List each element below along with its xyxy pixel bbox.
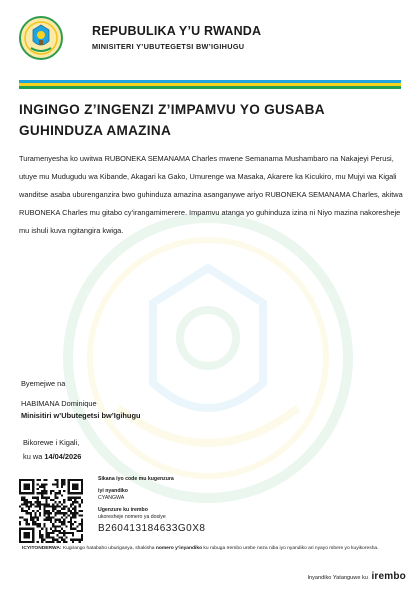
- notice-text-after: ku rubuga Irembo urebe neza niba iyo nyandiko ari nyayo mbere yo kuyikoresha.: [203, 546, 379, 551]
- coat-of-arms-icon: [19, 16, 63, 60]
- scan-label: Sikana iyo code mu kugenzura: [98, 476, 174, 482]
- document-title: INGINGO Z’INGENZI Z’IMPAMVU YO GUSABA GUHINDUZA AMAZINA: [19, 102, 325, 138]
- coat-of-arms-watermark-icon: [58, 208, 358, 508]
- number-label: ukoresheje nomero ya dosiye: [98, 514, 166, 520]
- country-name: REPUBULIKA Y’U RWANDA: [92, 24, 262, 38]
- flag-color-bars: [19, 80, 401, 89]
- issue-info: [23, 436, 81, 464]
- notice-emphasis: nomero y’inyandiko: [155, 546, 203, 551]
- document-body: Turamenyesha ko uwitwa RUBONEKA SEMANAMA Charles mwene Semanama Mushambaro na Nakajeyi Perusi, utuye mu Mudugudu wa Kibande, Akagari ka Gako, Umurenge wa Masaka, Akarere ka Kicukiro, mu Mujyi wa Kigali wanditse asaba uburenganzira bwo guhinduza amazina asanganywe ariyo RUBONEKA SEMANAMA Charles, akitwa RUBONEKA Charles mu gitabo cy’irangamimerere. Impamvu atanga yo guhinduza izina ni Niyo mazina nakoresheje mu ishuli kuva ngitangira kwiga.: [19, 154, 403, 235]
- verification-qr-code-icon[interactable]: [19, 479, 83, 543]
- notice: [22, 545, 402, 553]
- verification-block: [98, 476, 398, 534]
- issue-date-prefix: ku wa: [23, 452, 43, 461]
- check-label: Ugenzure ku irembo: [98, 507, 148, 513]
- file-number[interactable]: B260413184633G0X8: [98, 523, 206, 534]
- issue-place: Bikorewe i Kigali,: [23, 438, 80, 447]
- footer-prefix: Inyandiko Yatanguwe ku: [307, 575, 368, 581]
- flag-bar-green: [19, 86, 401, 89]
- document-header: [19, 16, 407, 66]
- approved-by-label: Byemejwe na: [21, 379, 66, 388]
- issue-date-line: [23, 450, 81, 464]
- notice-text-before: Kugirango hatabaho uburiganya, shakisha: [62, 546, 155, 551]
- issuer-value: CYANGWA: [98, 495, 125, 501]
- irembo-logo[interactable]: irembo: [371, 571, 406, 582]
- issuer-label: iyi nyandiko: [98, 488, 128, 494]
- notice-label: ICYITONDERWA:: [22, 546, 62, 551]
- signature-block: [21, 378, 140, 422]
- approver-name: HABIMANA Dominique: [21, 399, 97, 408]
- issuer-footer: [307, 571, 406, 582]
- approver-title: Minisitiri w’Ubutegetsi bw’Igihugu: [21, 411, 141, 420]
- ministry-name: MINISITERI Y’UBUTEGETSI BW’IGIHUGU: [92, 42, 245, 51]
- issue-date: 14/04/2026: [44, 452, 82, 461]
